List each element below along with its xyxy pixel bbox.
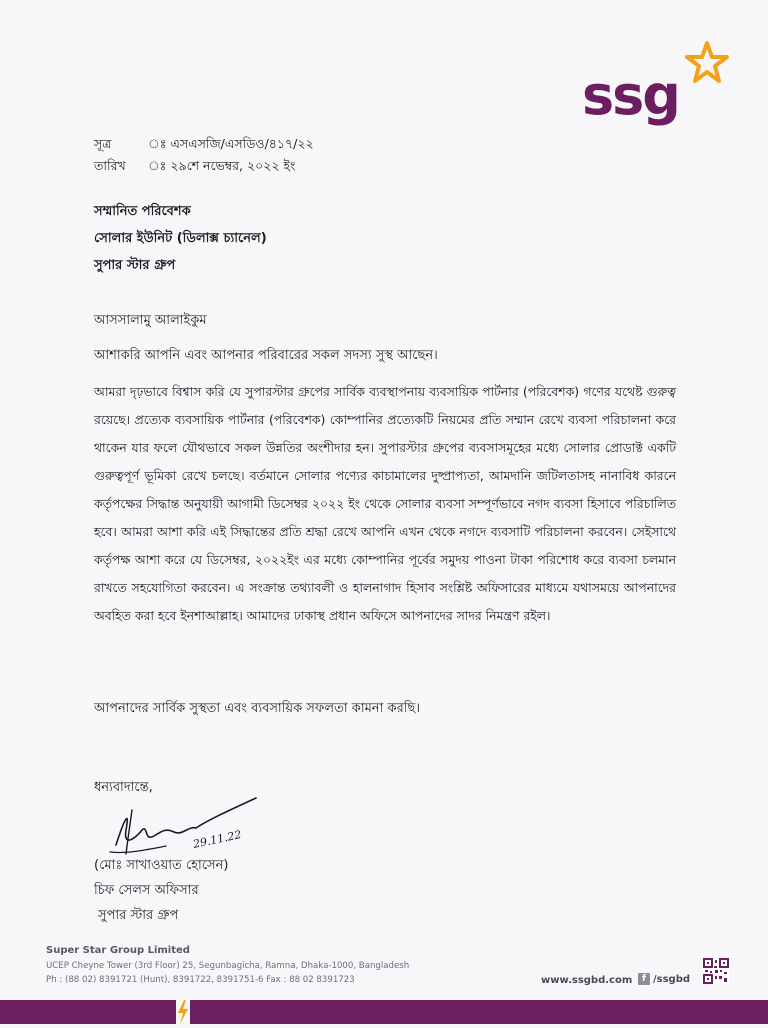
footer-website[interactable]: www.ssgbd.com: [541, 975, 633, 986]
footer-phone: Ph : (88 02) 8391721 (Hunt), 8391722, 8391751-6 Fax : 88 02 8391723: [46, 975, 355, 985]
date-row: [94, 155, 314, 177]
reference-label: সূত্র: [94, 136, 112, 151]
recipient-line-3: সুপার স্টার গ্রুপ: [94, 258, 176, 273]
signer-name: (মোঃ সাখাওয়াত হোসেন): [94, 858, 229, 873]
date-value: ঃ ২৯শে নভেম্বর, ২০২২ ইং: [148, 158, 296, 173]
wish-line: আপনাদের সার্বিক সুস্থতা এবং ব্যবসায়িক সফলতা কামনা করছি।: [94, 701, 420, 716]
ssg-logo: [582, 40, 732, 130]
reference-block: [94, 133, 314, 177]
body-paragraph: আমরা দৃঢ়ভাবে বিশ্বাস করি যে সুপারস্টার গ্রুপের সার্বিক ব্যবস্থাপনায় ব্যবসায়িক পার্টনার (পরিবেশক) গণের যথেষ্ট গুরুত্ব রয়েছে। প্রত্যেক ব্যবসায়িক পার্টনার (পরিবেশক) কোম্পানির প্রত্যেকটি নিয়মের প্রতি সম্মান রেখে ব্যবসা পরিচালনা করে থাকেন যার ফলে যৌথভাবে সকল উন্নতির অংশীদার হন। সুপারস্টার গ্রুপের ব্যবসাসমূহের মধ্যে সোলার প্রোডাক্ট একটি গুরুত্বপূর্ণ ভূমিকা রেখে চলছে। বর্তমানে সোলার পণ্যের কাচামালের দুষ্প্রাপ্যতা, আমদানি জটিলতাসহ নানাবিধ কারনে কর্তৃপক্ষের সিদ্ধান্ত অনুযায়ী আগামী ডিসেম্বর ২০২২ ইং থেকে সোলার ব্যবসা সম্পূর্ণভাবে নগদ ব্যবসা হিসাবে পরিচালিত হবে। আমরা আশা করি এই সিদ্ধান্তের প্রতি শ্রদ্ধা রেখে আপনি এখন থেকে নগদে ব্যবসাটি পরিচালনা করবেন। সেইসাথে কর্তৃপক্ষ আশা করে যে ডিসেম্বর, ২০২২ইং এর মধ্যে কোম্পানির পূর্বের সমুদয় পাওনা টাকা পরিশোধ করে ব্যবসা চলমান রাখতে সহযোগিতা করবেন। এ সংক্রান্ত তথ্যাবলী ও হালনাগাদ হিসাব সংশ্লিষ্ট অফিসারের মাধ্যমে যথাসময়ে আপনাদের অবহিত করা হবে ইনশাআল্লাহ। আমাদের ঢাকাস্থ প্রধান অফিসে আপনাদের সাদর নিমন্ত্রণ রইল।: [94, 384, 676, 623]
qr-code-icon: [703, 958, 729, 984]
footer-social[interactable]: [638, 973, 690, 985]
recipient-block: [94, 198, 267, 279]
recipient-line-2: সোলার ইউনিট (ডিলাক্স চ্যানেল): [94, 231, 267, 246]
salutation: আসসালামু আলাইকুম: [94, 313, 207, 328]
facebook-icon: f: [638, 973, 650, 985]
footer-address: UCEP Cheyne Tower (3rd Floor) 25, Segunbagicha, Ramna, Dhaka-1000, Bangladesh: [46, 961, 410, 971]
signer-organization: সুপার স্টার গ্রুপ: [98, 908, 179, 923]
logo-wordmark: ssg: [582, 64, 679, 127]
reference-row: [94, 133, 314, 155]
footer-social-handle: /ssgbd: [653, 973, 691, 985]
footer-company-name: Super Star Group Limited: [46, 945, 190, 956]
signer-title: চিফ সেলস অফিসার: [94, 883, 199, 898]
date-label: তারিখ: [94, 158, 126, 173]
footer-bar-left: [0, 1000, 176, 1024]
closing-line: ধন্যবাদান্তে,: [94, 780, 153, 795]
footer-bar-right: [190, 1000, 768, 1024]
star-icon: [684, 40, 730, 86]
greeting: আশাকরি আপনি এবং আপনার পরিবারের সকল সদস্য সুস্থ আছেন।: [94, 348, 438, 363]
signature-date: 29.11.22: [191, 828, 243, 851]
footer-color-bar: [0, 1000, 768, 1024]
reference-value: ঃ এসএসজি/এসডিও/৪১৭/২২: [148, 136, 314, 151]
lightning-icon: [176, 1000, 190, 1024]
recipient-line-1: সম্মানিত পরিবেশক: [94, 204, 191, 219]
